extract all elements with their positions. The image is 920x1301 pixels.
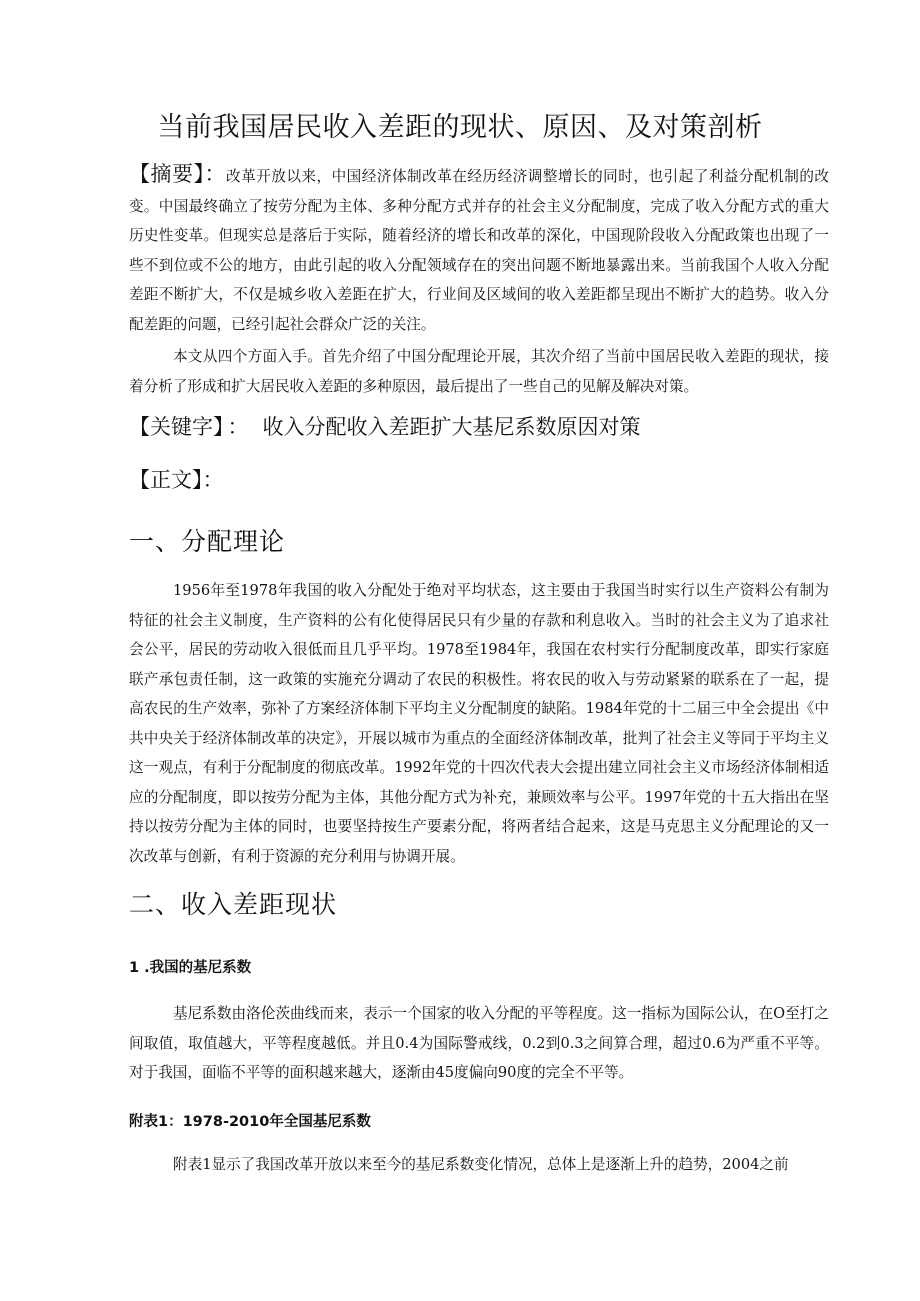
- abstract-paragraph-2: 本文从四个方面入手。首先介绍了中国分配理论开展，其次介绍了当前中国居民收入差距的现状，接着分析了形成和扩大居民收入差距的多种原因，最后提出了一些自己的见解及解决对策。: [129, 348, 829, 395]
- abstract-paragraph: [129, 160, 829, 339]
- keywords-label: 【关键字】: [129, 415, 224, 439]
- section-1-heading: 一、分配理论: [129, 527, 286, 556]
- abstract-text: 改革开放以来，中国经济体制改革在经历经济调整增长的同时，也引起了利益分配机制的改变。中国最终确立了按劳分配为主体、多种分配方式并存的社会主义分配制度，完成了收入分配方式的重大历史性变革。但现实总是落后于实际，随着经济的增长和改革的深化，中国现阶段收入分配政策也出现了一些不到位或不公的地方，由此引起的收入分配领域存在的突出问题不断地暴露出来。当前我国个人收入分配差距不断扩大，不仅是城乡收入差距在扩大，行业间及区域间的收入差距都呈现出不断扩大的趋势。收入分配差距的问题，已经引起社会群众广泛的关注。: [129, 168, 830, 333]
- keywords-colon: ：: [227, 415, 249, 439]
- document-title: 当前我国居民收入差距的现状、原因、及对策剖析: [157, 112, 763, 143]
- body-label: 【正文】：: [129, 468, 224, 492]
- subsection-1-paragraph: 基尼系数由洛伦茨曲线而来，表示一个国家的收入分配的平等程度。这一指标为国际公认，在O至打之间取值，取值越大，平等程度越低。并且0.4为国际警戒线，0.2到0.3之间算合理，超过0.6为严重不平等。对于我国，面临不平等的面积越来越大，逐渐由45度偏向90度的完全不平等。: [129, 1005, 829, 1081]
- keywords-text: 收入分配收入差距扩大基尼系数原因对策: [262, 415, 641, 439]
- table-description-paragraph: 附表1显示了我国改革开放以来至今的基尼系数变化情况，总体上是逐渐上升的趋势，2004之前: [173, 1156, 789, 1173]
- table-caption: 附表1：1978-2010年全国基尼系数: [129, 1114, 371, 1130]
- keywords-line: [129, 410, 641, 444]
- section-1-paragraph: 1956年至1978年我国的收入分配处于绝对平均状态，这主要由于我国当时实行以生产资料公有制为特征的社会主义制度，生产资料的公有化使得居民只有少量的存款和利息收入。当时的社会主义为了追求社会公平，居民的劳动收入很低而且几乎平均。1978至1984年，我国在农村实行分配制度改革，即实行家庭联产承包责任制，这一政策的实施充分调动了农民的积极性。将农民的收入与劳动紧紧的联系在了一起，提高农民的生产效率，弥补了方案经济体制下平均主义分配制度的缺陷。1984年党的十二届三中全会提出《中共中央关于经济体制改革的决定》，开展以城市为重点的全面经济体制改革，批判了社会主义等同于平均主义这一观点，有利于分配制度的彻底改革。1992年党的十四次代表大会提出建立同社会主义市场经济体制相适应的分配制度，即以按劳分配为主体，其他分配方式为补充，兼顾效率与公平。1997年党的十五大指出在坚持以按劳分配为主体的同时，也要坚持按生产要素分配，将两者结合起来，这是马克思主义分配理论的又一次改革与创新，有利于资源的充分利用与协调开展。: [129, 582, 829, 865]
- section-2-heading: 二、收入差距现状: [129, 890, 338, 919]
- abstract-label: 【摘要】: [129, 162, 205, 186]
- subsection-1-heading: 1 .我国的基尼系数: [129, 960, 252, 976]
- abstract-colon: ：: [204, 162, 226, 186]
